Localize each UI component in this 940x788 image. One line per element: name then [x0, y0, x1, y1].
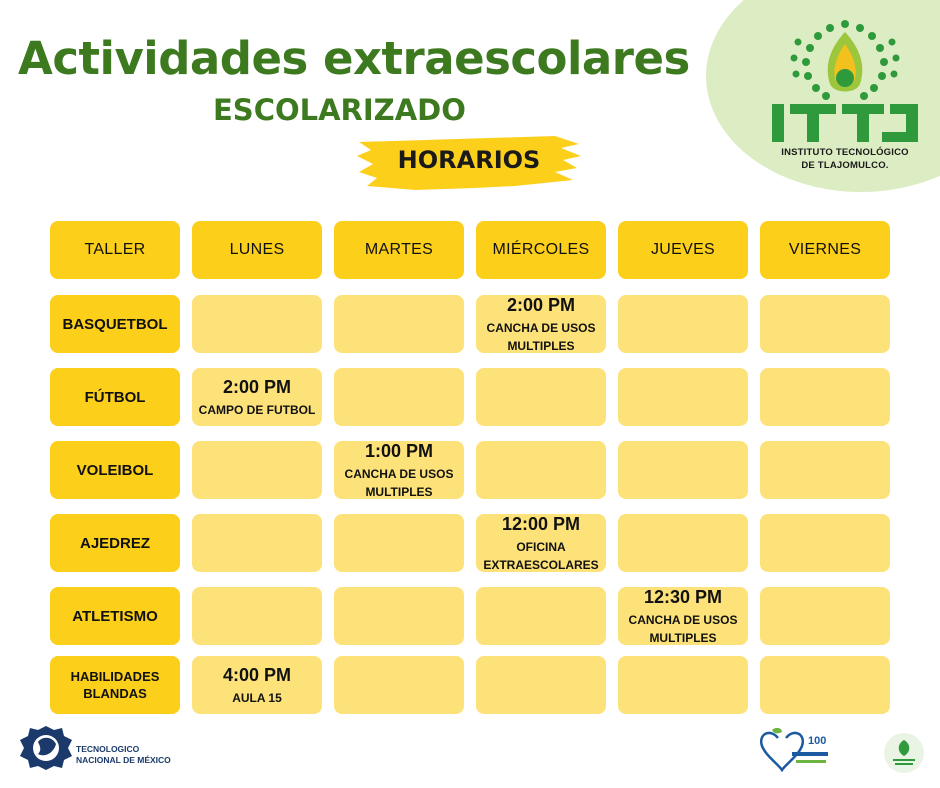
header-taller: TALLER — [50, 221, 180, 279]
empty-slot — [334, 295, 464, 353]
empty-slot — [192, 514, 322, 572]
empty-slot — [618, 514, 748, 572]
plastic-free-badge — [758, 724, 830, 776]
activity-label: FÚTBOL — [50, 368, 180, 426]
activity-label: AJEDREZ — [50, 514, 180, 572]
tecnm-line2: NACIONAL DE MÉXICO — [76, 755, 171, 765]
empty-slot — [334, 368, 464, 426]
header-lunes: LUNES — [192, 221, 322, 279]
schedule-slot — [618, 587, 748, 645]
schedule-slot — [192, 656, 322, 714]
slot-location: AULA 15 — [232, 690, 282, 705]
empty-slot — [334, 514, 464, 572]
slot-time: 1:00 PM — [364, 440, 434, 461]
empty-slot — [760, 441, 890, 499]
eco-school-badge — [883, 732, 925, 774]
header-miercoles: MIÉRCOLES — [476, 221, 606, 279]
logo-name-line1: INSTITUTO TECNOLÓGICO — [781, 147, 909, 158]
slot-location: CANCHA DE USOS MULTIPLES — [344, 466, 454, 499]
slot-time: 2:00 PM — [222, 376, 292, 397]
empty-slot — [476, 441, 606, 499]
header-jueves: JUEVES — [618, 221, 748, 279]
empty-slot — [618, 368, 748, 426]
empty-slot — [476, 587, 606, 645]
header-martes: MARTES — [334, 221, 464, 279]
activity-label: VOLEIBOL — [50, 441, 180, 499]
empty-slot — [192, 295, 322, 353]
slot-time: 12:30 PM — [643, 586, 723, 607]
page-title: Actividades extraescolares — [18, 32, 690, 85]
tecnm-label — [76, 744, 171, 766]
empty-slot — [192, 441, 322, 499]
empty-slot — [618, 656, 748, 714]
header-viernes: VIERNES — [760, 221, 890, 279]
svg-text:100: 100 — [808, 735, 827, 747]
empty-slot — [760, 368, 890, 426]
empty-slot — [760, 295, 890, 353]
tecnm-line1: TECNOLOGICO — [76, 744, 140, 754]
empty-slot — [192, 587, 322, 645]
page-subtitle: ESCOLARIZADO — [213, 93, 466, 127]
activity-label: HABILIDADES BLANDAS — [50, 656, 180, 714]
activity-label: BASQUETBOL — [50, 295, 180, 353]
empty-slot — [618, 441, 748, 499]
schedule-slot — [476, 514, 606, 572]
institute-logo — [760, 14, 930, 184]
logo-name-line2: DE TLAJOMULCO. — [801, 160, 889, 171]
slot-location: OFICINA EXTRAESCOLARES — [483, 539, 599, 572]
empty-slot — [618, 295, 748, 353]
empty-slot — [334, 656, 464, 714]
slot-location: CANCHA DE USOS MULTIPLES — [486, 320, 596, 353]
empty-slot — [476, 656, 606, 714]
schedule-slot — [192, 368, 322, 426]
slot-location: CAMPO DE FUTBOL — [198, 402, 316, 417]
slot-time: 2:00 PM — [506, 294, 576, 315]
slot-time: 4:00 PM — [222, 664, 292, 685]
activity-label: ATLETISMO — [50, 587, 180, 645]
empty-slot — [760, 514, 890, 572]
empty-slot — [760, 656, 890, 714]
slot-location: CANCHA DE USOS MULTIPLES — [628, 612, 738, 645]
schedule-section-label: HORARIOS — [397, 146, 541, 174]
empty-slot — [334, 587, 464, 645]
schedule-slot — [476, 295, 606, 353]
empty-slot — [760, 587, 890, 645]
schedule-slot — [334, 441, 464, 499]
empty-slot — [476, 368, 606, 426]
slot-time: 12:00 PM — [501, 513, 581, 534]
